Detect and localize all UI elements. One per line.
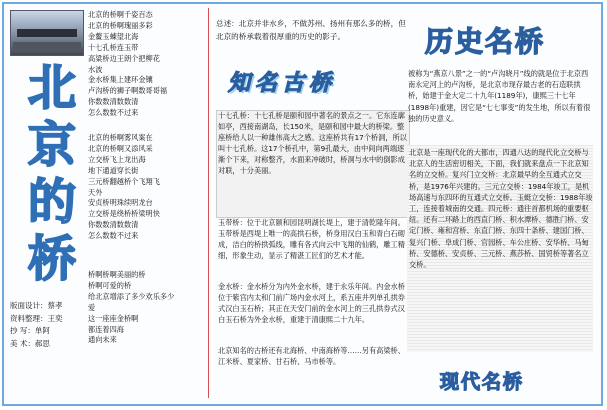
modern-text: 北京是一座现代化的大都市，四通八达的现代化立交桥与北京人的生活密切相关，下面，我们就来盘点一下北京知名的立交桥。复兴门立交桥：北京最早的全互通式立交桥，是1976年兴建的。三元立交桥：1984年竣工，是机场高速与东四环的互通式立交桥。玉蜓立交桥：1988年竣工，连接着城南的交通。四元桥：通往首都机场的重要枢纽。还有二环路上的西直门桥、积水潭桥、德胜门桥、安定门桥、雍和宫桥、东直门桥、东四十条桥、建国门桥、复兴门桥、阜成门桥、官园桥、车公庄桥、安华桥、马甸桥、安德桥、安贞桥、三元桥、燕莎桥、国贸桥等著名立交桥。 bbox=[409, 148, 593, 270]
credits bbox=[10, 300, 63, 350]
poem-line: 都连着四海 bbox=[88, 324, 124, 334]
poem-line: 十七孔桥连玉带 bbox=[88, 42, 139, 52]
poem-line: 北京的桥啊瑰丽多彩 bbox=[88, 20, 153, 30]
poem-section-3 bbox=[88, 270, 206, 346]
poem-line: 三元桥翻越桥个飞翔飞 bbox=[88, 176, 160, 186]
column-divider bbox=[208, 8, 209, 398]
section-heading-historic: 历史名桥 bbox=[425, 25, 546, 58]
credit-line: 版面设计：蔡孝 bbox=[10, 301, 63, 310]
poem-line: 桥啊可爱的桥 bbox=[88, 280, 132, 290]
poem-line: 立交桥飞上龙出海 bbox=[88, 154, 146, 164]
poem-line: 桥啊桥啊美丽的桥 bbox=[88, 270, 146, 279]
poem-line: 地下通道穿长街 bbox=[88, 165, 139, 175]
poem-line: 金水桥集上建环金镶 bbox=[88, 75, 153, 85]
tiananmen-photo bbox=[10, 10, 84, 56]
poem-line: 怎么数数不过来 bbox=[88, 231, 139, 241]
poem-line: 金鳌玉蝀望北海 bbox=[88, 31, 139, 41]
poem-line: 天外 bbox=[88, 187, 103, 197]
poem-line: 通向未来 bbox=[88, 335, 117, 345]
poem-line: 安贞桥明珠续明龙台 bbox=[88, 198, 153, 208]
poem-line: 高粱桥边王朗个把柳花 bbox=[88, 53, 160, 63]
poem-line: 北京的桥啊雾风案在 bbox=[88, 133, 153, 142]
poem-line: 北京的桥啊千姿百态 bbox=[88, 10, 153, 19]
poem-line: 北京的桥啊又添风采 bbox=[88, 143, 153, 153]
page-title: 北京的桥 bbox=[27, 60, 76, 287]
poem-section-2 bbox=[88, 133, 206, 242]
jinshui-text: 金水桥：金水桥分为内外金水桥，建于永乐年间。内金水桥位于紫宫内太和门前广场内金水河上，系五座并列单孔拱券式汉白玉石桥；其正在天安门前的金水河上的三孔拱券式汉白玉石桥为外金水桥，重建于清康熙二十九年。 bbox=[218, 282, 405, 324]
intro-text: 总述：北京并非水乡，不做苏州、扬州有那么多的桥，但北京的桥承载着很厚重的历史的影子。 bbox=[216, 19, 406, 41]
poem-line: 爱 bbox=[88, 302, 96, 312]
credit-line: 资料整理：王奕 bbox=[10, 313, 63, 323]
section-heading-famous-ancient: 知名古桥 bbox=[228, 71, 337, 96]
credit-line: 美 术：郝思 bbox=[10, 338, 50, 348]
closing-text: 北京知名的古桥还有北海桥、中南海桥等……另有高梁桥、江米桥、夏家桥、甘石桥、马市桥等。 bbox=[218, 346, 405, 366]
poem-section-1 bbox=[88, 10, 206, 119]
poem-line: 给北京增添了多少欢乐多少 bbox=[88, 291, 175, 301]
poem-line: 水波 bbox=[88, 64, 103, 74]
poem-line: 立交桥是绕桥桥梁明快 bbox=[88, 209, 160, 219]
poem-line: 怎么数数不过来 bbox=[88, 108, 139, 118]
shiqikong-text: 十七孔桥：十七孔桥是颐和园中著名的景点之一。它东连廓如亭，西接南湖岛，长150米，是颐和园中最大的桥梁。整座桥给人以一种雄伟高大之感。这座桥共有17个桥洞，所以叫十七孔桥。这17个桥孔中，第9孔最大，由中间向两端逐渐个下来，对称整齐，水面来冲破时，桥洞与水中的倒影成对联，十分美丽。 bbox=[218, 111, 407, 175]
poem-line: 这一座座金桥啊 bbox=[88, 313, 139, 323]
section-heading-modern: 现代名桥 bbox=[440, 371, 525, 393]
poem-line: 你数数清数数清 bbox=[88, 220, 139, 230]
poem-line: 你数数清数数清 bbox=[88, 97, 139, 107]
credit-line: 抄 写：单阿 bbox=[10, 326, 50, 335]
yudai-text: 玉带桥：位于北京颐和园昆明湖长堤上，建于清乾隆年间。玉带桥是西堤上唯一的高拱石桥，桥身用汉白玉和青白石砌成，洁白的桥拱弧线，雕有各式向云中飞翔的仙鹤，雕工精细，形象生动，显示了精湛工匠们的艺术才能。 bbox=[218, 218, 405, 260]
lugou-text: 被称为“燕京八景”之一的“卢沟晓月”线的就是位于北京西南永定河上的卢沟桥，是北京市现存最古老的石造联拱桥，始建于金大定二十九年(1189年)，康熙三十七年(1898年)重建，因它是“七七事变”的发生地，所以有着很独的历史意义。 bbox=[408, 69, 591, 123]
poem-line: 卢沟桥的狮子啊数哥哥福 bbox=[88, 86, 168, 96]
